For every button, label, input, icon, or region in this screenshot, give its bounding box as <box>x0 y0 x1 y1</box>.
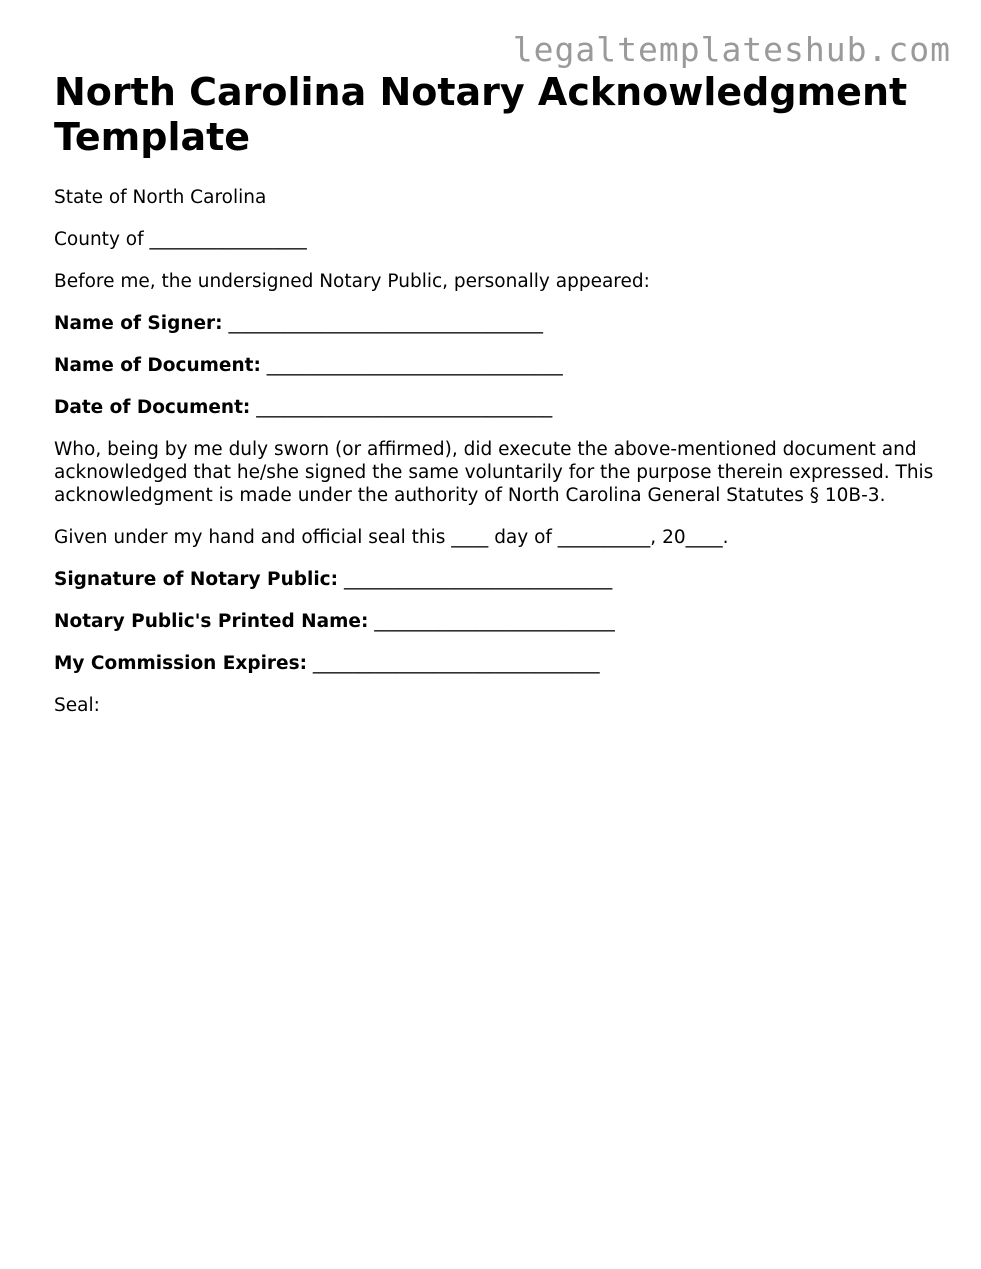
document-body <box>54 186 934 736</box>
given-line: Given under my hand and official seal this ____ day of __________, 20____. <box>54 527 729 548</box>
commission-expires-label: My Commission Expires: <box>54 653 308 674</box>
acknowledgment-paragraph: Who, being by me duly sworn (or affirmed), did execute the above-mentioned document and acknowledged that he/she signed the same voluntarily for the purpose therein expressed. This acknowledgment is made under the authority of North Carolina General Statutes § 10B-3. <box>54 439 934 506</box>
county-line: County of _________________ <box>54 229 307 250</box>
signer-blank: __________________________________ <box>222 313 543 334</box>
commission-expires-blank: _______________________________ <box>307 653 600 674</box>
document-name-blank: ________________________________ <box>260 355 563 376</box>
notary-signature-label: Signature of Notary Public: <box>54 569 339 590</box>
notary-signature-field <box>54 568 934 591</box>
notary-printed-name-blank: __________________________ <box>368 611 615 632</box>
notary-printed-name-field <box>54 610 934 633</box>
intro-line: Before me, the undersigned Notary Public, personally appeared: <box>54 271 650 292</box>
document-date-blank: ________________________________ <box>250 397 553 418</box>
document-name-field <box>54 354 934 377</box>
notary-printed-name-label: Notary Public's Printed Name: <box>54 611 369 632</box>
watermark-text: legaltemplateshub.com <box>512 30 951 69</box>
state-line: State of North Carolina <box>54 187 267 208</box>
seal-line: Seal: <box>54 695 100 716</box>
commission-expires-field <box>54 652 934 675</box>
notary-signature-blank: _____________________________ <box>338 569 613 590</box>
signer-field <box>54 312 934 335</box>
signer-label: Name of Signer: <box>54 313 223 334</box>
document-name-label: Name of Document: <box>54 355 261 376</box>
document-date-field <box>54 396 934 419</box>
page-title: North Carolina Notary Acknowledgment Template <box>54 70 908 159</box>
document-date-label: Date of Document: <box>54 397 251 418</box>
